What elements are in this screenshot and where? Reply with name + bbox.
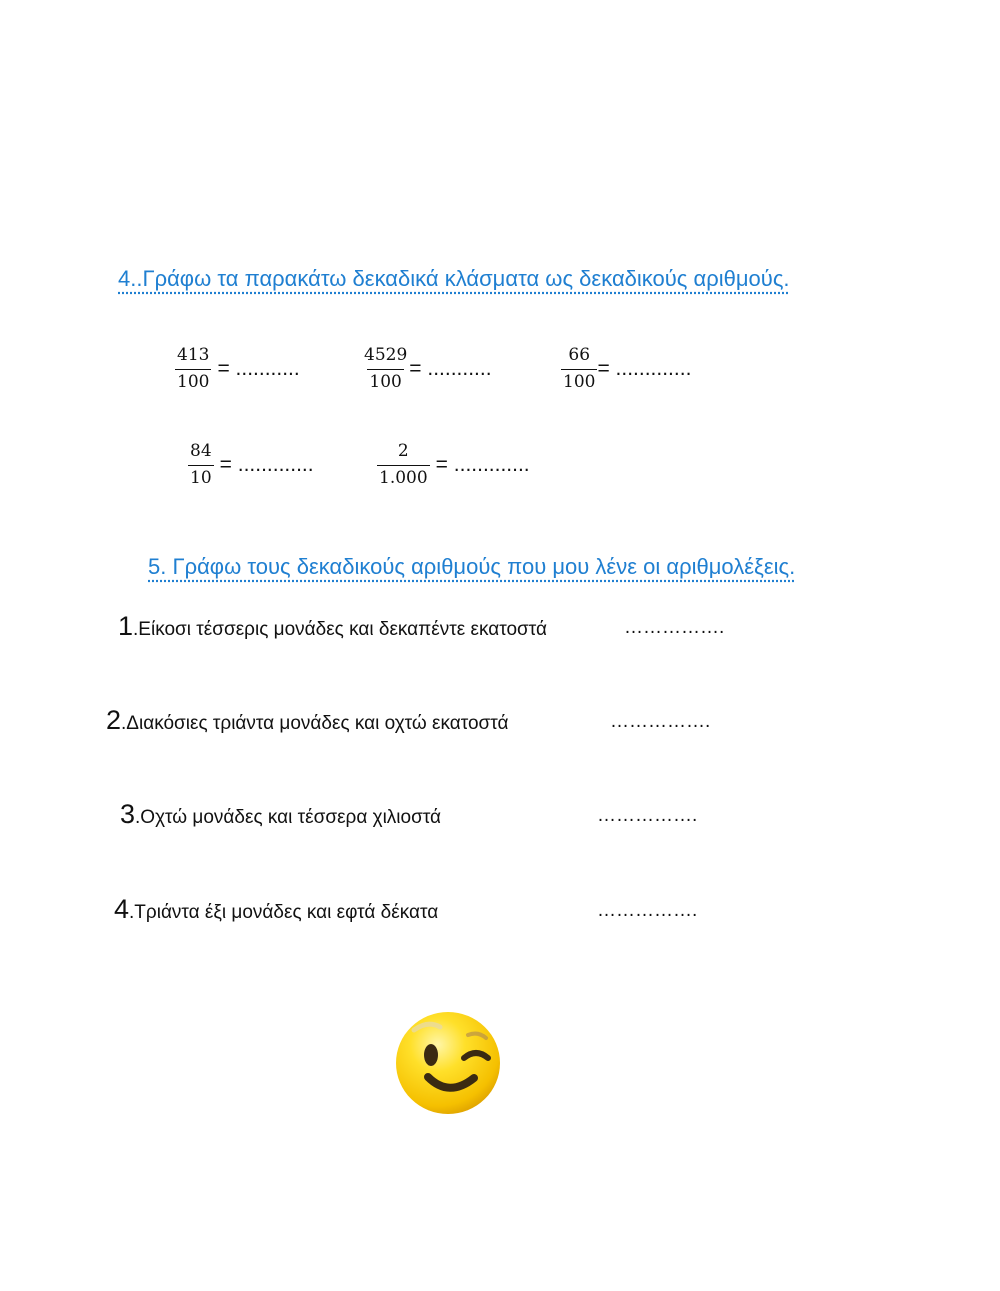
- fraction: [175, 346, 211, 392]
- fraction: [561, 346, 597, 392]
- section-5-title: 5. Γράφω τους δεκαδικούς αριθμούς που μου λένε οι αριθμολέξεις.: [148, 554, 796, 579]
- item-text: .Οχτώ μονάδες και τέσσερα χιλιοστά: [135, 807, 442, 828]
- winking-face-icon: [394, 1010, 502, 1121]
- answer-blank[interactable]: = ...........: [217, 357, 300, 381]
- fraction-exercise-1: [175, 346, 300, 392]
- numerator: 2: [397, 441, 409, 461]
- word-number-item-4: [114, 894, 438, 925]
- fraction-exercise-3: [561, 346, 691, 392]
- answer-dots[interactable]: …………….: [624, 617, 725, 638]
- word-number-item-1: [118, 611, 547, 642]
- answer-dots[interactable]: …………….: [610, 711, 711, 732]
- item-number: 2: [106, 705, 122, 735]
- fraction-exercise-2: [362, 346, 492, 392]
- numerator: 413: [177, 345, 210, 365]
- denominator: 10: [188, 465, 214, 489]
- denominator: 100: [175, 369, 211, 393]
- answer-blank[interactable]: = .............: [435, 453, 530, 477]
- numerator: 66: [568, 345, 591, 365]
- word-number-item-2: [106, 705, 509, 736]
- denominator: 1.000: [377, 465, 430, 489]
- fraction: [188, 442, 214, 488]
- answer-blank-4[interactable]: [597, 900, 697, 922]
- fraction: [377, 442, 430, 488]
- denominator: 100: [367, 369, 403, 393]
- item-number: 3: [120, 799, 136, 829]
- answer-dots[interactable]: …………….: [597, 805, 698, 826]
- answer-blank[interactable]: = .............: [219, 453, 314, 477]
- answer-blank-1[interactable]: [624, 617, 724, 639]
- numerator: 4529: [364, 345, 408, 365]
- answer-blank-3[interactable]: [597, 805, 697, 827]
- answer-blank[interactable]: = ...........: [409, 357, 492, 381]
- item-number: 4: [114, 894, 130, 924]
- answer-blank[interactable]: = .............: [597, 357, 692, 381]
- denominator: 100: [561, 369, 597, 393]
- item-text: .Τριάντα έξι μονάδες και εφτά δέκατα: [129, 902, 439, 923]
- item-text: .Διακόσιες τριάντα μονάδες και οχτώ εκατοστά: [121, 713, 509, 734]
- item-text: .Είκοσι τέσσερις μονάδες και δεκαπέντε εκατοστά: [133, 619, 547, 640]
- item-number: 1: [118, 611, 134, 641]
- answer-dots[interactable]: …………….: [597, 900, 698, 921]
- fraction: [362, 346, 409, 392]
- fraction-exercise-4: [188, 442, 314, 488]
- word-number-item-3: [120, 799, 441, 830]
- section-4-title: 4..Γράφω τα παρακάτω δεκαδικά κλάσματα ως δεκαδικούς αριθμούς.: [118, 266, 790, 291]
- fraction-exercise-5: [377, 442, 530, 488]
- numerator: 84: [190, 441, 212, 461]
- answer-blank-2[interactable]: [610, 711, 710, 733]
